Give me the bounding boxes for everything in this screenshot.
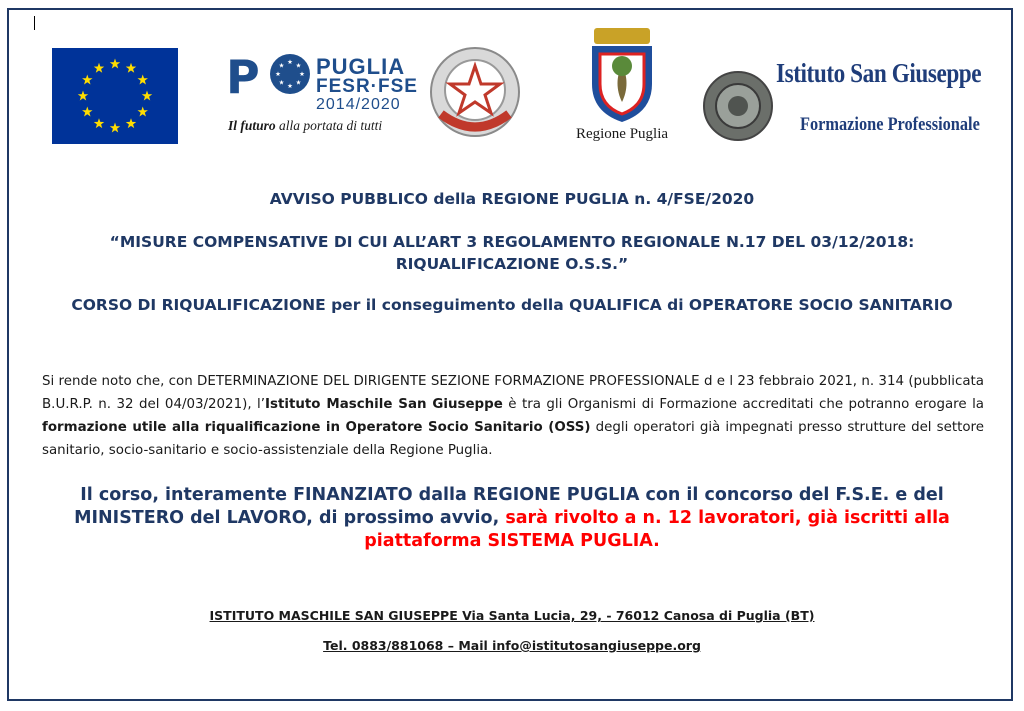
seal-icon [702,70,774,142]
istituto-subtitle: Formazione Professionale [800,114,980,135]
corso-heading [40,294,984,316]
italian-republic-emblem [427,44,523,140]
corso-qualifica: QUALIFICA [569,296,662,314]
eu-stars-icon [52,48,178,144]
misure-line2: RIQUALIFICAZIONE O.S.S.” [395,255,629,273]
body-paragraph: Si rende noto che, con DETERMINAZIONE DEL DIRIGENTE SEZIONE FORMAZIONE PROFESSIONALE d e l 23 febbraio 2021, n. 314 (pubblicata B.U.R.P. n. 32 del 04/03/2021), l’Istituto Maschile San Giuseppe è tra gli Organismi di Formazione accreditati che potranno erogare la formazione utile alla riqualificazione in Operatore Socio Sanitario (OSS) degli operatori già impegnati presso strutture del settore sanitario, socio-sanitario e socio-assistenziale della Regione Puglia. [42,374,984,458]
emblem-star-icon [427,44,523,140]
istituto-bold: Istituto Maschile San Giuseppe [265,397,503,412]
fesr-p-glyph: P [226,50,260,104]
footer-address: ISTITUTO MASCHILE SAN GIUSEPPE Via Santa Lucia, 29, - 76012 Canosa di Puglia (BT) [209,608,815,623]
fesr-circle-icon [270,54,310,94]
regione-puglia-label: Regione Puglia [575,126,669,142]
regione-puglia-logo [566,26,678,144]
financing-notice [40,484,984,553]
avviso-heading: AVVISO PUBBLICO della REGIONE PUGLIA n. 4/FSE/2020 [269,190,755,208]
corso-operatore: OPERATORE SOCIO SANITARIO [688,296,953,314]
istituto-name: Istituto San Giuseppe [776,58,982,88]
corso-mid: per il conseguimento della [325,296,570,314]
corso-di: di [661,296,689,314]
misure-line1: “MISURE COMPENSATIVE DI CUI ALL’ART 3 REGOLAMENTO REGIONALE N.17 DEL 03/12/2018: [109,233,915,251]
logo-strip [0,0,1024,170]
fesr-line1: PUGLIA [316,54,406,79]
footer-contacts: Tel. 0883/881068 – Mail info@istitutosangiuseppe.org [323,638,701,653]
misure-heading [40,231,984,275]
fesr-line2: FESR·FSE [316,76,418,97]
eu-flag-logo [52,48,178,144]
fesr-line3: 2014/2020 [316,96,401,113]
regione-crest-icon [566,26,678,126]
puglia-fesr-logo [226,50,418,142]
corso-title: CORSO DI RIQUALIFICAZIONE [71,296,326,314]
istituto-seal-logo [702,70,774,142]
financing-highlight: sarà rivolto a n. 12 lavoratori, già iscritti alla piattaforma SISTEMA PUGLIA. [364,508,950,551]
fesr-tagline: Il futuro alla portata di tutti [228,118,383,133]
financing-text: Il corso, interamente FINANZIATO dalla REGIONE PUGLIA con il concorso del F.S.E. e del MINISTERO del LAVORO, di prossimo avvio, [74,485,944,528]
formazione-bold: formazione utile alla riqualificazione in Operatore Socio Sanitario (OSS) [42,420,591,435]
